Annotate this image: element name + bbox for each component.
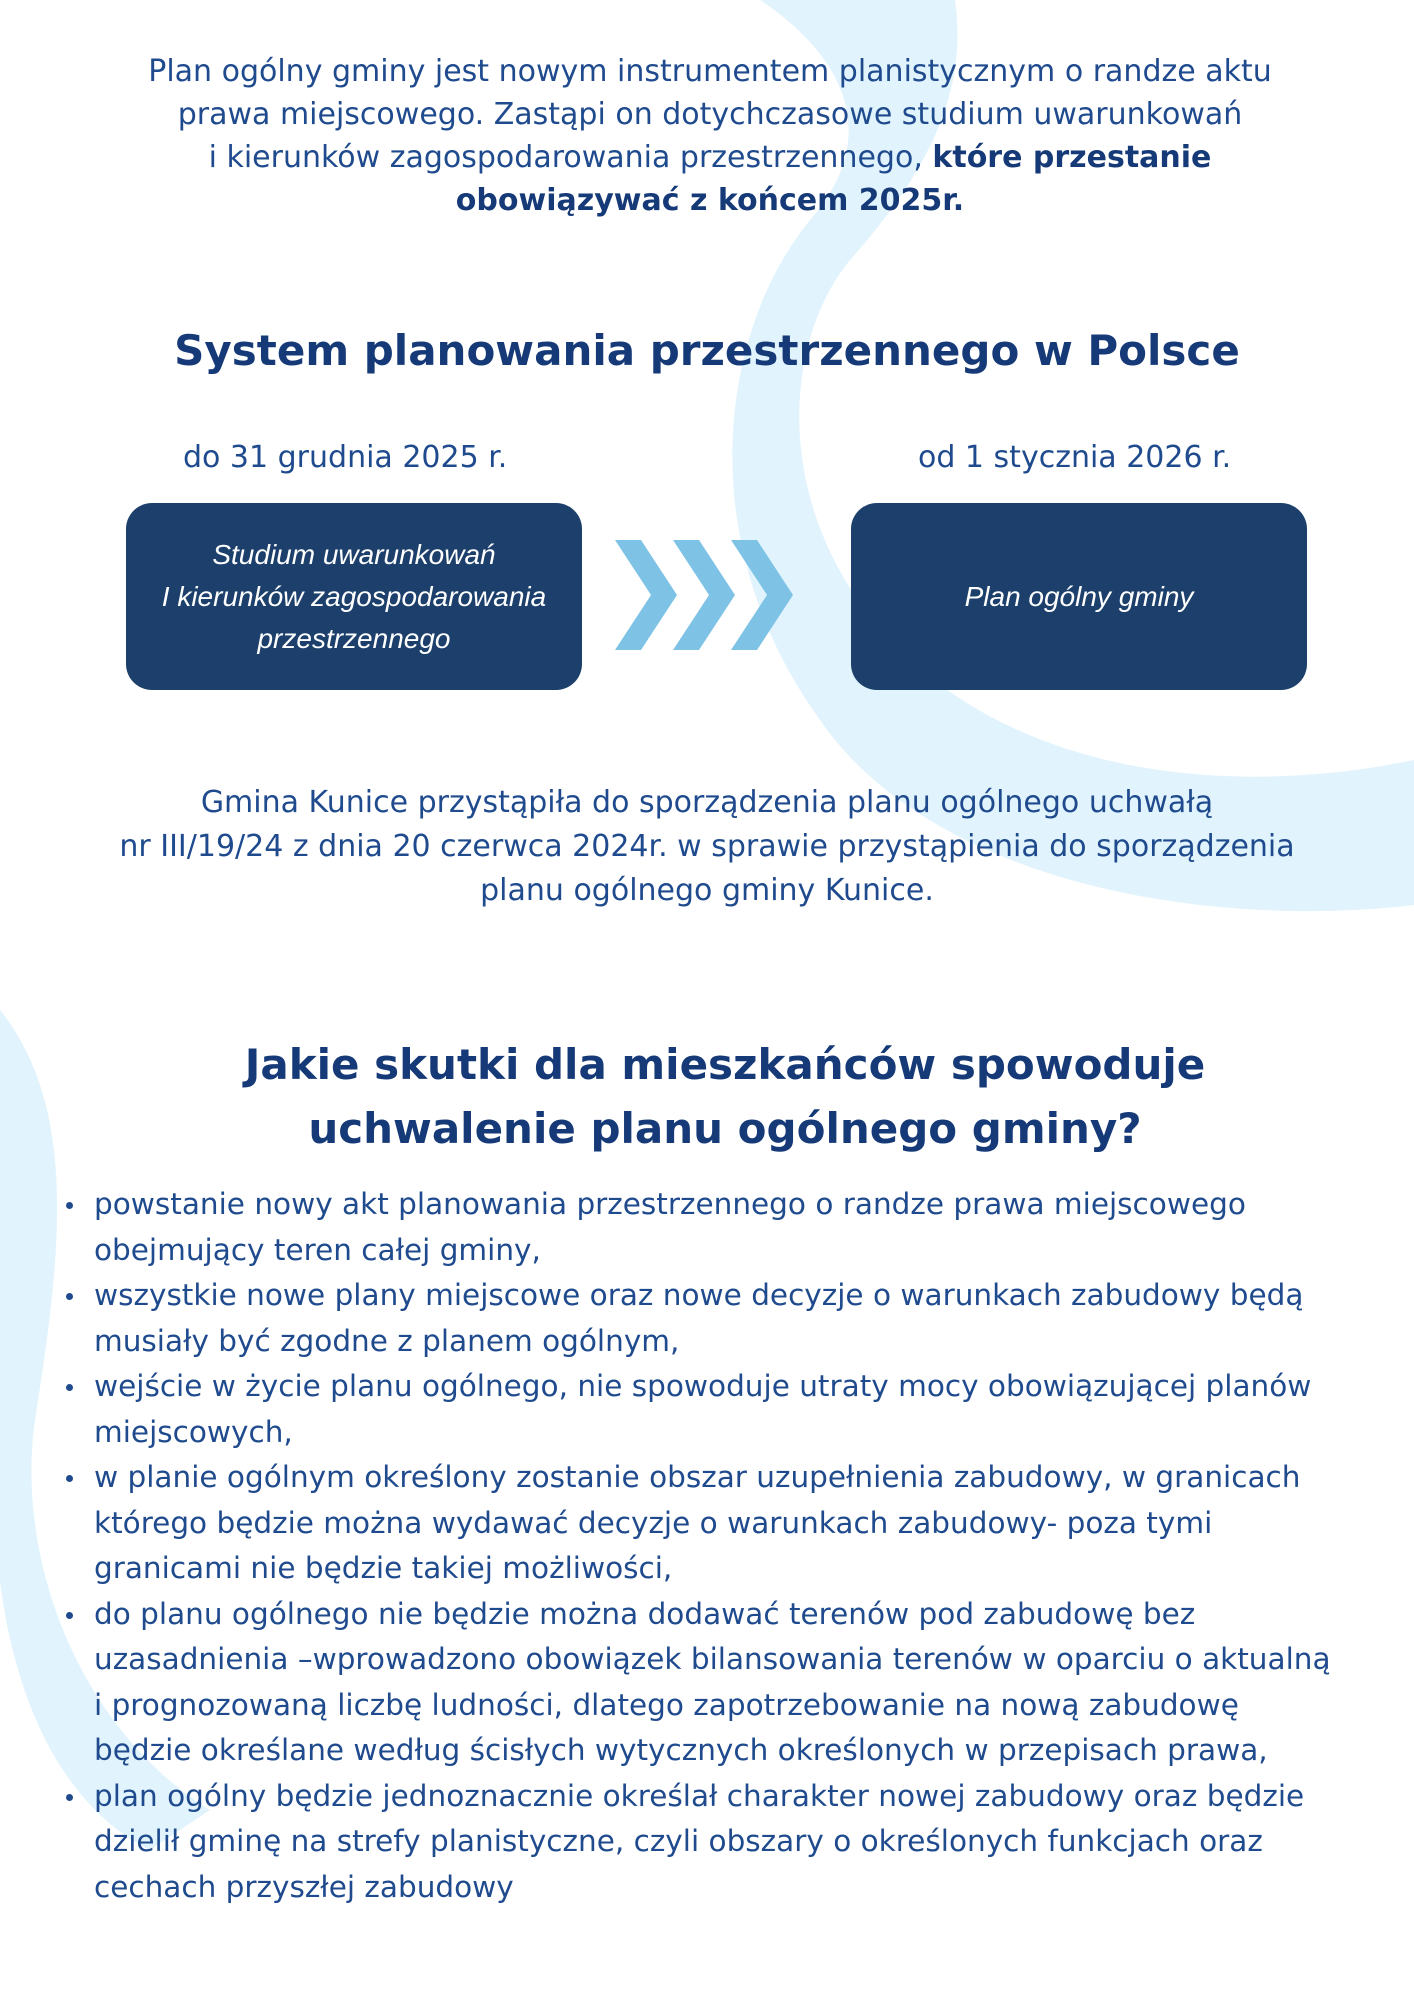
system-title: System planowania przestrzennego w Polsce — [174, 326, 1240, 375]
kunice-line-2: nr III/19/24 z dnia 20 czerwca 2024r. w sprawie przystąpienia do sporządzenia — [119, 829, 1295, 864]
studium-line-3: przestrzennego — [257, 622, 451, 654]
list-item-line: dzielił gminę na strefy planistyczne, czyli obszary o określonych funkcjach oraz — [94, 1824, 1263, 1858]
effects-title — [150, 1033, 1300, 1161]
list-item-line: miejscowych, — [94, 1414, 293, 1449]
intro-bold-2: obowiązywać z końcem 2025r. — [455, 183, 965, 218]
list-item-line: musiały być zgodne z planem ogólnym, — [94, 1323, 680, 1358]
list-item-line: obejmujący teren całej gminy, — [94, 1232, 541, 1267]
list-item-line: powstanie nowy akt planowania przestrzennego o randze prawa miejscowego — [94, 1187, 1246, 1221]
chevron-arrows-icon — [615, 540, 815, 650]
list-item-line: w planie ogólnym określony zostanie obszar uzupełnienia zabudowy, w granicach — [94, 1460, 1301, 1494]
chevron-3-icon — [731, 540, 793, 650]
intro-bold-1: które przestanie — [932, 140, 1212, 175]
effects-title-line-1: Jakie skutki dla mieszkańców spowoduje — [244, 1040, 1206, 1089]
right-date: od 1 stycznia 2026 r. — [918, 440, 1232, 475]
list-item-line: granicami nie będzie takiej możliwości, — [94, 1551, 673, 1585]
list-item — [62, 1455, 1382, 1592]
intro-line-2: prawa miejscowego. Zastąpi on dotychczasowe studium uwarunkowań — [177, 97, 1243, 132]
list-item-line: wejście w życie planu ogólnego, nie spowoduje utraty mocy obowiązującej planów — [94, 1369, 1312, 1403]
effects-title-line-2: uchwalenie planu ogólnego gminy? — [308, 1104, 1142, 1153]
list-item-line: i prognozowaną liczbę ludności, dlatego zapotrzebowanie na nową zabudowę — [94, 1687, 1239, 1722]
studium-box — [126, 503, 582, 690]
list-item-line: będzie określane według ścisłych wytycznych określonych w przepisach prawa, — [94, 1733, 1268, 1767]
studium-line-1: Studium uwarunkowań — [212, 538, 496, 570]
intro-line-1: Plan ogólny gminy jest nowym instrumentem planistycznym o randze aktu — [148, 54, 1272, 89]
intro-line-3: i kierunków zagospodarowania przestrzennego, — [208, 140, 923, 175]
list-item-line: którego będzie można wydawać decyzje o warunkach zabudowy- poza tymi — [94, 1505, 1213, 1540]
list-item-line: wszystkie nowe plany miejscowe oraz nowe decyzje o warunkach zabudowy będą — [94, 1278, 1304, 1312]
chevron-1-icon — [615, 540, 677, 650]
left-date: do 31 grudnia 2025 r. — [183, 440, 508, 475]
intro-paragraph — [130, 50, 1290, 222]
list-item — [62, 1182, 1382, 1273]
chevron-2-icon — [673, 540, 735, 650]
list-item — [62, 1592, 1382, 1774]
effects-list — [62, 1182, 1382, 1910]
kunice-line-1: Gmina Kunice przystąpiła do sporządzenia planu ogólnego uchwałą — [200, 785, 1214, 820]
kunice-paragraph — [60, 781, 1354, 913]
list-item-line: do planu ogólnego nie będzie można dodawać terenów pod zabudowę bez — [94, 1596, 1196, 1631]
list-item-line: plan ogólny będzie jednoznacznie określał charakter nowej zabudowy oraz będzie — [94, 1778, 1305, 1813]
list-item — [62, 1364, 1382, 1455]
studium-line-2: I kierunków zagospodarowania — [161, 580, 547, 612]
list-item — [62, 1273, 1382, 1364]
studium-box-text — [162, 534, 546, 660]
list-item-line: cechach przyszłej zabudowy — [94, 1869, 514, 1904]
list-item-line: uzasadnienia –wprowadzono obowiązek bilansowania terenów w oparciu o aktualną — [94, 1642, 1331, 1676]
list-item — [62, 1774, 1382, 1911]
kunice-line-3: planu ogólnego gminy Kunice. — [480, 873, 934, 908]
plan-ogolny-label: Plan ogólny gminy — [964, 580, 1194, 612]
plan-ogolny-box — [851, 503, 1307, 690]
